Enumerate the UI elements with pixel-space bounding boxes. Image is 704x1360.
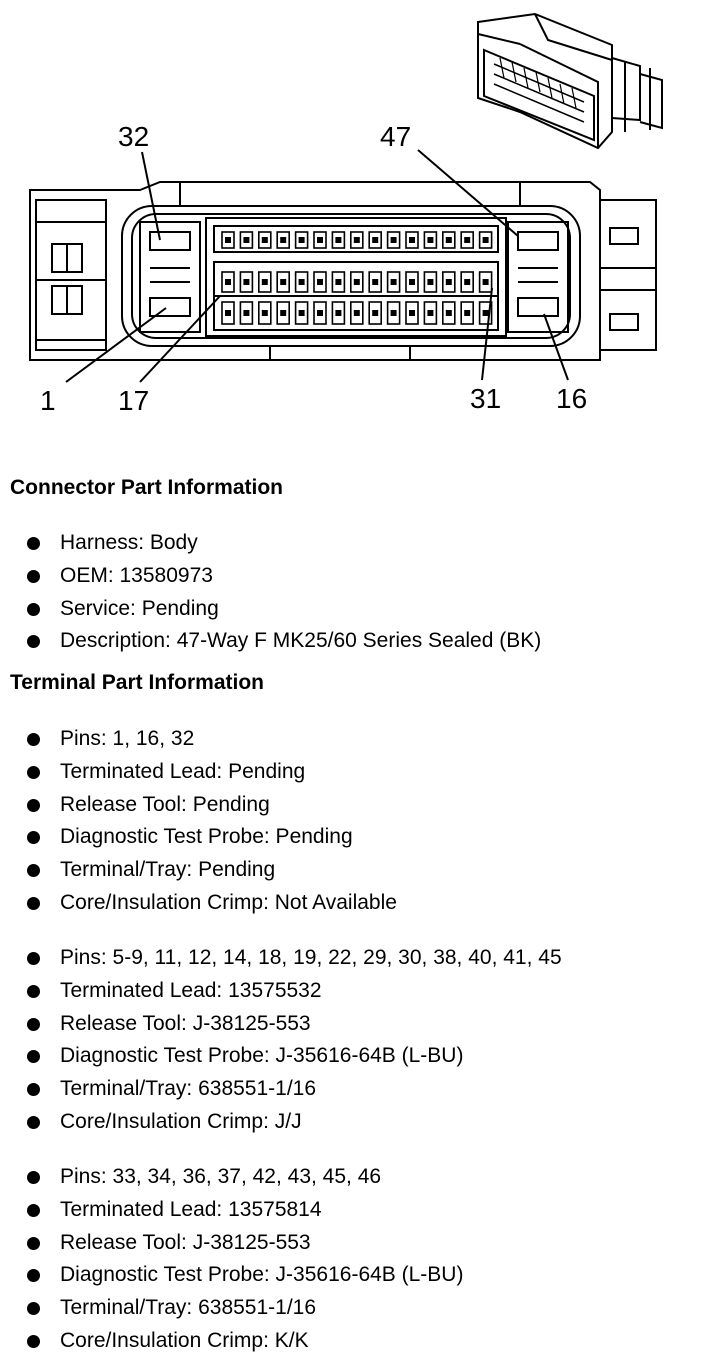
list-item: Harness: Body [0, 527, 541, 560]
terminal-contact [391, 310, 397, 316]
terminal-contact [243, 279, 249, 285]
list-item: Terminal/Tray: 638551-1/16 [0, 1292, 463, 1325]
list-item: Diagnostic Test Probe: J-35616-64B (L-BU) [0, 1259, 463, 1292]
terminal-contact [354, 310, 360, 316]
bullet-icon [27, 799, 40, 812]
terminal-contact [280, 279, 286, 285]
terminal-contact [483, 279, 489, 285]
list-item: Release Tool: J-38125-553 [0, 1008, 562, 1041]
bullet-icon [27, 864, 40, 877]
terminal-contact [262, 279, 268, 285]
bullet-icon [27, 1204, 40, 1217]
bullet-icon [27, 766, 40, 779]
terminal-contact [427, 310, 433, 316]
terminal-contact [372, 237, 378, 243]
list-item: Diagnostic Test Probe: J-35616-64B (L-BU) [0, 1040, 562, 1073]
terminal-contact [225, 237, 231, 243]
terminal-contact [262, 237, 268, 243]
pin-label-32: 32 [118, 121, 150, 152]
list-item: Terminated Lead: 13575814 [0, 1194, 463, 1227]
list-item: Release Tool: Pending [0, 789, 397, 822]
list-item: Core/Insulation Crimp: K/K [0, 1325, 463, 1358]
leader-lines [66, 150, 568, 382]
terminal-contact [335, 310, 341, 316]
terminal-contact [464, 310, 470, 316]
terminal-contact [409, 279, 415, 285]
terminal-contact [427, 237, 433, 243]
terminal-contact [483, 237, 489, 243]
terminal-contact [262, 310, 268, 316]
bullet-icon [27, 1171, 40, 1184]
connector-info-list [0, 527, 541, 658]
terminal-contact [409, 310, 415, 316]
bullet-icon [27, 952, 40, 965]
terminal-contact [243, 237, 249, 243]
terminal-contact [299, 310, 305, 316]
terminal-contact [299, 279, 305, 285]
terminal-contact [317, 310, 323, 316]
terminal-contact [446, 237, 452, 243]
terminal-contact [391, 237, 397, 243]
terminal-info-heading: Terminal Part Information [10, 671, 264, 694]
list-item: Release Tool: J-38125-553 [0, 1227, 463, 1260]
bullet-icon [27, 1018, 40, 1031]
list-item: OEM: 13580973 [0, 560, 541, 593]
list-item: Core/Insulation Crimp: Not Available [0, 887, 397, 920]
bullet-icon [27, 1050, 40, 1063]
terminal-contact [354, 279, 360, 285]
terminal-contact [446, 310, 452, 316]
terminal-contact [243, 310, 249, 316]
bullet-icon [27, 1335, 40, 1348]
list-item: Terminal/Tray: 638551-1/16 [0, 1073, 562, 1106]
terminal-contact [225, 279, 231, 285]
connector-face-view [30, 182, 656, 360]
terminal-contact [354, 237, 360, 243]
bullet-icon [27, 733, 40, 746]
connector-info-heading: Connector Part Information [10, 476, 284, 499]
pin-label-1: 1 [40, 385, 56, 416]
terminal-contact [427, 279, 433, 285]
list-item: Service: Pending [0, 593, 541, 626]
terminal-contact [299, 237, 305, 243]
pin-label-16: 16 [556, 383, 588, 414]
bullet-icon [27, 831, 40, 844]
list-item: Terminated Lead: 13575532 [0, 975, 562, 1008]
bullet-icon [27, 1269, 40, 1282]
terminal-contact [391, 279, 397, 285]
terminal-contact [335, 279, 341, 285]
terminal-contact [280, 237, 286, 243]
list-item: Pins: 1, 16, 32 [0, 723, 397, 756]
list-item: Core/Insulation Crimp: J/J [0, 1106, 562, 1139]
terminal-contact [409, 237, 415, 243]
terminal-group-1 [0, 723, 397, 920]
terminal-contact [446, 279, 452, 285]
bullet-icon [27, 1116, 40, 1129]
list-item: Description: 47-Way F MK25/60 Series Sealed (BK) [0, 625, 541, 658]
pin-label-31: 31 [470, 383, 502, 414]
terminal-contact [225, 310, 231, 316]
bullet-icon [27, 897, 40, 910]
bullet-icon [27, 635, 40, 648]
bullet-icon [27, 1083, 40, 1096]
terminal-group-3 [0, 1161, 463, 1358]
list-item: Diagnostic Test Probe: Pending [0, 821, 397, 854]
bullet-icon [27, 603, 40, 616]
terminal-cavities [222, 232, 492, 324]
terminal-contact [464, 237, 470, 243]
terminal-group-2 [0, 942, 562, 1139]
list-item: Pins: 33, 34, 36, 37, 42, 43, 45, 46 [0, 1161, 463, 1194]
terminal-contact [464, 279, 470, 285]
connector-diagram [0, 0, 704, 440]
terminal-contact [483, 310, 489, 316]
terminal-contact [317, 279, 323, 285]
bullet-icon [27, 537, 40, 550]
connector-isometric-view [478, 14, 662, 148]
bullet-icon [27, 1302, 40, 1315]
terminal-contact [372, 310, 378, 316]
bullet-icon [27, 1237, 40, 1250]
terminal-contact [372, 279, 378, 285]
list-item: Terminal/Tray: Pending [0, 854, 397, 887]
bullet-icon [27, 985, 40, 998]
bullet-icon [27, 570, 40, 583]
list-item: Pins: 5-9, 11, 12, 14, 18, 19, 22, 29, 30, 38, 40, 41, 45 [0, 942, 562, 975]
terminal-contact [335, 237, 341, 243]
list-item: Terminated Lead: Pending [0, 756, 397, 789]
pin-label-47: 47 [380, 121, 412, 152]
terminal-contact [280, 310, 286, 316]
pin-label-17: 17 [118, 385, 150, 416]
terminal-contact [317, 237, 323, 243]
